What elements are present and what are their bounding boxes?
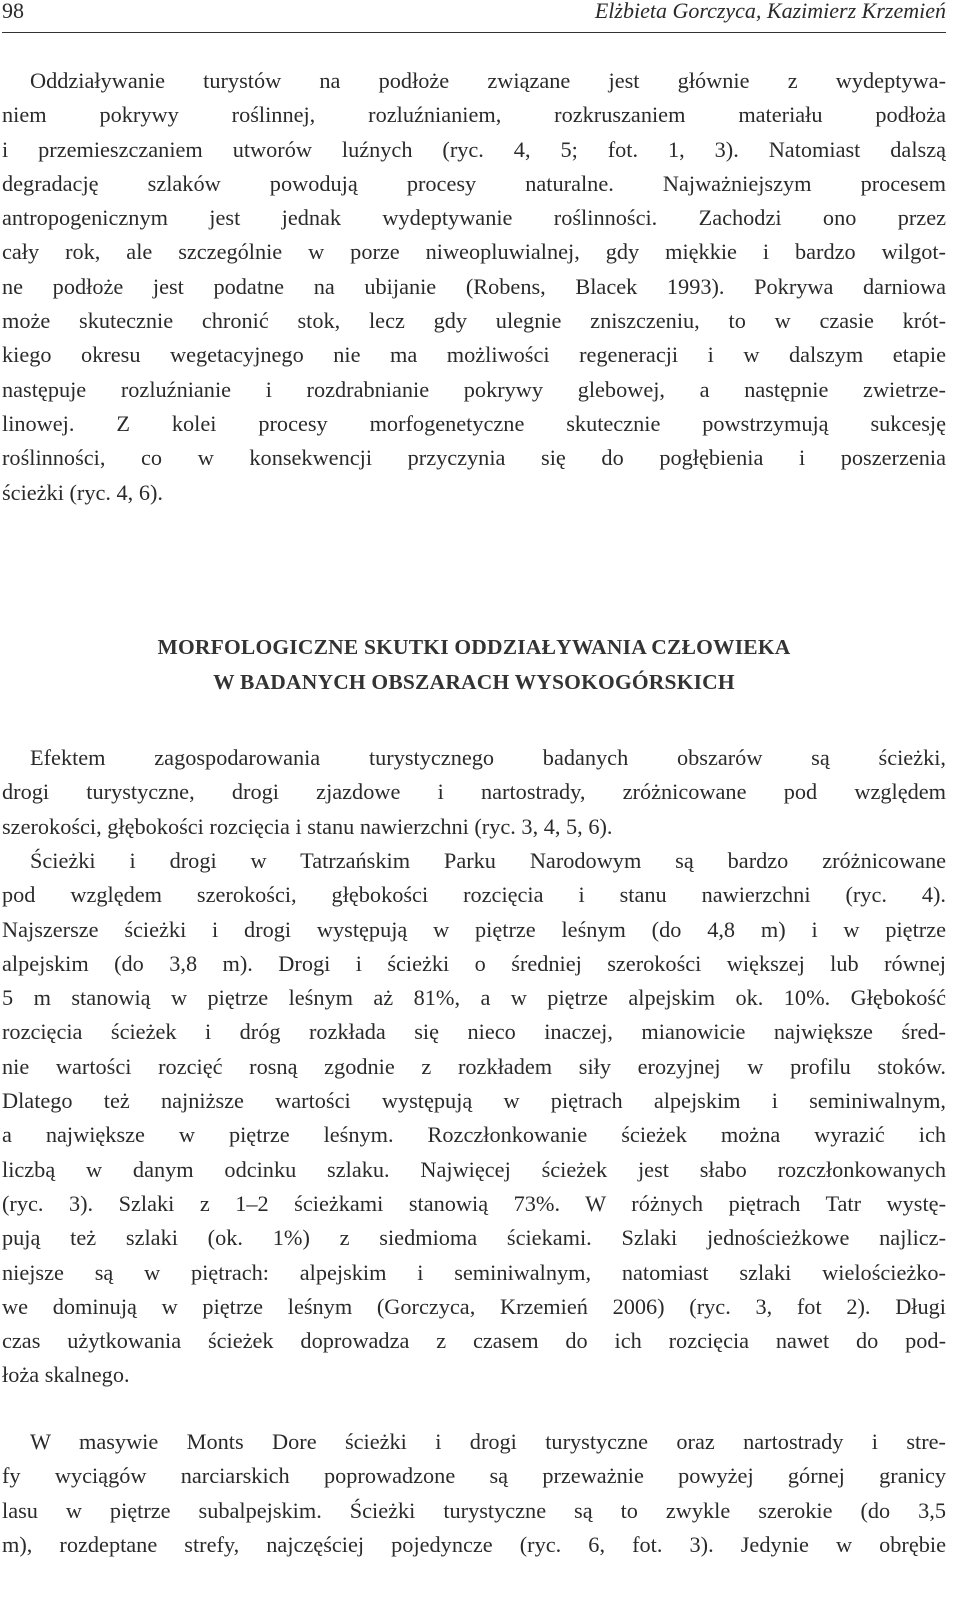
text-line: niem pokrywy roślinnej, rozluźnianiem, rozkruszaniem materiału podłoża (2, 102, 946, 128)
paragraph-monts-dore (2, 1425, 946, 1562)
text-line: Efektem zagospodarowania turystycznego badanych obszarów są ścieżki, (30, 745, 946, 770)
running-header (2, 0, 946, 33)
text-line: (ryc. 3). Szlaki z 1–2 ścieżkami stanowią 73%. W różnych piętrach Tatr wystę- (2, 1190, 946, 1216)
section-heading-line-1: MORFOLOGICZNE SKUTKI ODDZIAŁYWANIA CZŁOWIEKA (157, 635, 791, 659)
text-line: lasu w piętrze subalpejskim. Ścieżki turystyczne są to zwykle szerokie (do 3,5 (2, 1497, 946, 1523)
text-line: W masywie Monts Dore ścieżki i drogi turystyczne oraz nartostrady i stre- (30, 1429, 946, 1454)
text-line: szerokości, głębokości rozcięcia i stanu nawierzchni (ryc. 3, 4, 5, 6). (2, 813, 613, 839)
text-line: Dlatego też najniższe wartości występują w piętrach alpejskim i seminiwalnym, (2, 1088, 946, 1114)
text-line: degradację szlaków powodują procesy naturalne. Najważniejszym procesem (2, 170, 946, 196)
text-line: liczbą w danym odcinku szlaku. Najwięcej ścieżek jest słabo rozczłonkowanych (2, 1156, 946, 1182)
text-line: alpejskim (do 3,8 m). Drogi i ścieżki o średniej szerokości większej lub równej (2, 950, 946, 976)
text-line: 5 m stanowią w piętrze leśnym aż 81%, a w piętrze alpejskim ok. 10%. Głębokość (2, 985, 946, 1011)
text-line: a największe w piętrze leśnym. Rozczłonkowanie ścieżek można wyrazić ich (2, 1122, 946, 1148)
text-line: ścieżki (ryc. 4, 6). (2, 479, 163, 505)
text-line: nie wartości rozcięć rosną zgodnie z rozkładem siły erozyjnej w profilu stoków. (2, 1053, 946, 1079)
running-header-authors: Elżbieta Gorczyca, Kazimierz Krzemień (594, 0, 946, 23)
paragraph-tatra-trails (2, 844, 946, 1393)
text-line: rozcięcia ścieżek i dróg rozkłada się nieco inaczej, mianowicie największe śred- (2, 1019, 946, 1045)
text-line: niejsze są w piętrach: alpejskim i seminiwalnym, natomiast szlaki wielościeżko- (2, 1259, 946, 1285)
text-line: może skutecznie chronić stok, lecz gdy ulegnie zniszczeniu, to w czasie krót- (2, 308, 946, 334)
paragraph-tourist-impact (2, 64, 946, 510)
text-line: m), rozdeptane strefy, najczęściej pojedyncze (ryc. 6, fot. 3). Jedynie w obrębie (2, 1531, 946, 1557)
text-line: ne podłoże jest podatne na ubijanie (Robens, Blacek 1993). Pokrywa darniowa (2, 273, 946, 299)
paragraph-tourism-effects (2, 741, 946, 844)
text-line: pod względem szerokości, głębokości rozcięcia i stanu nawierzchni (ryc. 4). (2, 882, 946, 908)
text-line: łoża skalnego. (2, 1362, 130, 1388)
text-line: czas użytkowania ścieżek doprowadza z czasem do ich rozcięcia nawet do pod- (2, 1328, 946, 1354)
page-number: 98 (2, 0, 24, 23)
text-line: następuje rozluźnianie i rozdrabnianie pokrywy glebowej, a następnie zwietrze- (2, 376, 946, 402)
text-line: pują też szlaki (ok. 1%) z siedmioma ściekami. Szlaki jednościeżkowe najlicz- (2, 1225, 946, 1251)
text-line: fy wyciągów narciarskich poprowadzone są przeważnie powyżej górnej granicy (2, 1463, 946, 1489)
section-heading-line-2: W BADANYCH OBSZARACH WYSOKOGÓRSKICH (213, 670, 735, 694)
text-line: drogi turystyczne, drogi zjazdowe i nartostrady, zróżnicowane pod względem (2, 779, 946, 805)
text-line: roślinności, co w konsekwencji przyczynia się do pogłębienia i poszerzenia (2, 445, 946, 471)
text-line: we dominują w piętrze leśnym (Gorczyca, Krzemień 2006) (ryc. 3, fot 2). Długi (2, 1293, 946, 1319)
text-line: kiego okresu wegetacyjnego nie ma możliwości regeneracji i w dalszym etapie (2, 342, 946, 368)
section-heading (2, 630, 946, 700)
text-line: i przemieszczaniem utworów luźnych (ryc. 4, 5; fot. 1, 3). Natomiast dalszą (2, 136, 946, 162)
text-line: Najszersze ścieżki i drogi występują w piętrze leśnym (do 4,8 m) i w piętrze (2, 916, 946, 942)
text-line: cały rok, ale szczególnie w porze niweopluwialnej, gdy miękkie i bardzo wilgot- (2, 239, 946, 265)
text-line: Oddziaływanie turystów na podłoże związane jest głównie z wydeptywa- (30, 68, 946, 93)
text-line: linowej. Z kolei procesy morfogenetyczne skutecznie powstrzymują sukcesję (2, 410, 946, 436)
text-line: antropogenicznym jest jednak wydeptywanie roślinności. Zachodzi ono przez (2, 205, 946, 231)
text-line: Ścieżki i drogi w Tatrzańskim Parku Narodowym są bardzo zróżnicowane (30, 848, 946, 873)
